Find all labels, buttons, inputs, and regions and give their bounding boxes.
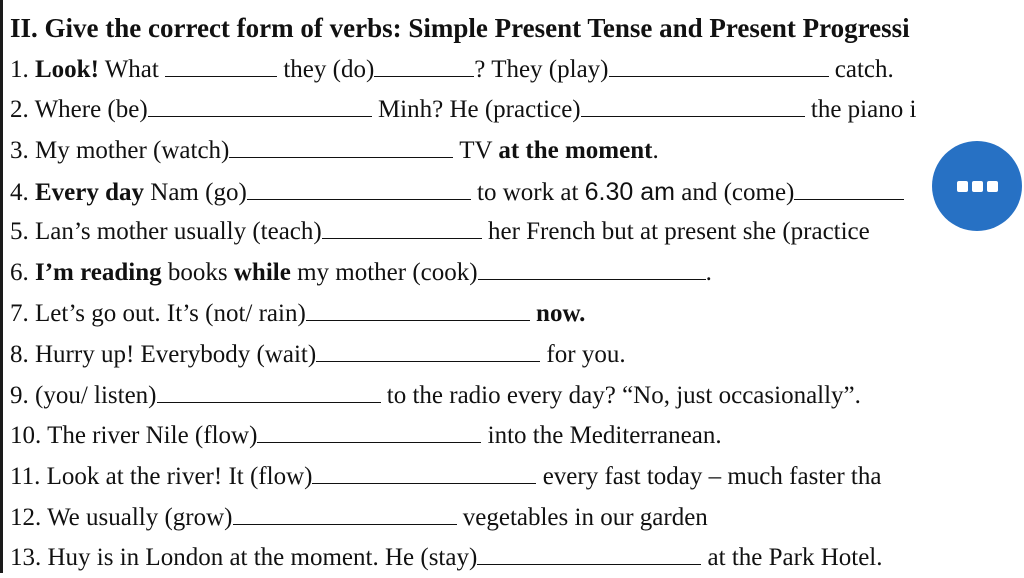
emphasis-text: while [233, 259, 291, 286]
exercise-item [10, 335, 626, 375]
item-text: Let’s go out. It’s (not/ rain) [35, 300, 306, 327]
exercise-item [10, 376, 861, 416]
answer-blank[interactable] [257, 418, 481, 443]
item-text: Hurry up! Everybody (wait) [35, 341, 317, 368]
answer-blank[interactable] [478, 255, 706, 280]
emphasis-text: at the moment [498, 137, 653, 164]
item-number: 6. [10, 259, 35, 286]
item-number: 1. [10, 56, 35, 83]
answer-blank[interactable] [306, 296, 530, 321]
item-text: vegetables in our garden [456, 504, 708, 531]
answer-blank[interactable] [794, 175, 904, 200]
item-number: 2. [10, 96, 35, 123]
more-dots-icon [957, 181, 968, 192]
emphasis-text: I’m reading [35, 259, 162, 286]
exercise-item [10, 416, 722, 456]
item-text: ? They (play) [474, 56, 609, 83]
answer-blank[interactable] [157, 378, 381, 403]
exercise-item [10, 50, 894, 90]
answer-blank[interactable] [165, 52, 277, 77]
item-text: my mother (cook) [290, 259, 478, 286]
answer-blank[interactable] [581, 92, 805, 117]
emphasis-text: Every day [35, 179, 145, 206]
exercise-item [10, 172, 904, 213]
answer-blank[interactable] [247, 175, 471, 200]
item-text: . [652, 137, 659, 164]
item-text: What [98, 56, 166, 83]
answer-blank[interactable] [148, 92, 372, 117]
item-number: 4. [10, 179, 35, 206]
item-text: the piano i [804, 96, 917, 123]
emphasis-text: now. [536, 300, 586, 327]
exercise-item [10, 253, 712, 293]
item-number: 3. [10, 137, 35, 164]
item-text: . [705, 259, 712, 286]
item-text: Look at the river! It (flow) [46, 463, 313, 490]
answer-blank[interactable] [229, 133, 453, 158]
exercise-item [10, 457, 881, 497]
item-text: (you/ listen) [35, 382, 157, 409]
item-number: 5. [10, 218, 35, 245]
item-text: The river Nile (flow) [47, 422, 258, 449]
answer-blank[interactable] [312, 459, 536, 484]
item-number: 10. [10, 422, 48, 449]
answer-blank[interactable] [477, 540, 701, 565]
item-text: at the Park Hotel. [701, 544, 883, 571]
item-text: catch. [828, 56, 894, 83]
item-text: and (come) [675, 179, 795, 206]
item-text: TV [453, 137, 499, 164]
item-text: Where (be) [34, 96, 148, 123]
item-text: 6.30 am [584, 178, 675, 206]
exercise-item [10, 498, 708, 538]
more-options-button[interactable] [932, 141, 1022, 231]
emphasis-text: Look! [35, 56, 99, 83]
item-text: her French but at present she (practice [481, 218, 870, 245]
exercise-item [10, 90, 916, 130]
item-number: 12. [10, 504, 48, 531]
item-number: 9. [10, 382, 35, 409]
item-number: 8. [10, 341, 35, 368]
more-dots-icon [972, 181, 983, 192]
item-text: Huy is in London at the moment. He (stay) [47, 544, 478, 571]
exercise-item [10, 131, 659, 171]
item-text: every fast today – much faster tha [536, 463, 882, 490]
item-text: into the Mediterranean. [481, 422, 722, 449]
item-text: to the radio every day? “No, just occasionally”. [380, 382, 861, 409]
exercise-item [10, 294, 585, 334]
item-text: Lan’s mother usually (teach) [35, 218, 322, 245]
exercise-item [10, 538, 883, 578]
more-dots-icon [987, 181, 998, 192]
answer-blank[interactable] [609, 52, 829, 77]
answer-blank[interactable] [316, 337, 540, 362]
item-number: 7. [10, 300, 35, 327]
exercise-heading: II. Give the correct form of verbs: Simple Present Tense and Present Progressi [10, 13, 910, 43]
item-text: My mother (watch) [35, 137, 230, 164]
exercise-item [10, 212, 870, 252]
item-number: 13. [10, 544, 48, 571]
answer-blank[interactable] [322, 214, 482, 239]
item-text: for you. [540, 341, 626, 368]
item-text: to work at [470, 179, 585, 206]
item-text: books [161, 259, 234, 286]
page-left-border [0, 0, 3, 573]
answer-blank[interactable] [233, 500, 457, 525]
item-text: they (do) [277, 56, 375, 83]
item-text: Minh? He (practice) [371, 96, 581, 123]
item-number: 11. [10, 463, 47, 490]
answer-blank[interactable] [374, 52, 474, 77]
item-text: Nam (go) [144, 179, 247, 206]
item-text: We usually (grow) [47, 504, 233, 531]
